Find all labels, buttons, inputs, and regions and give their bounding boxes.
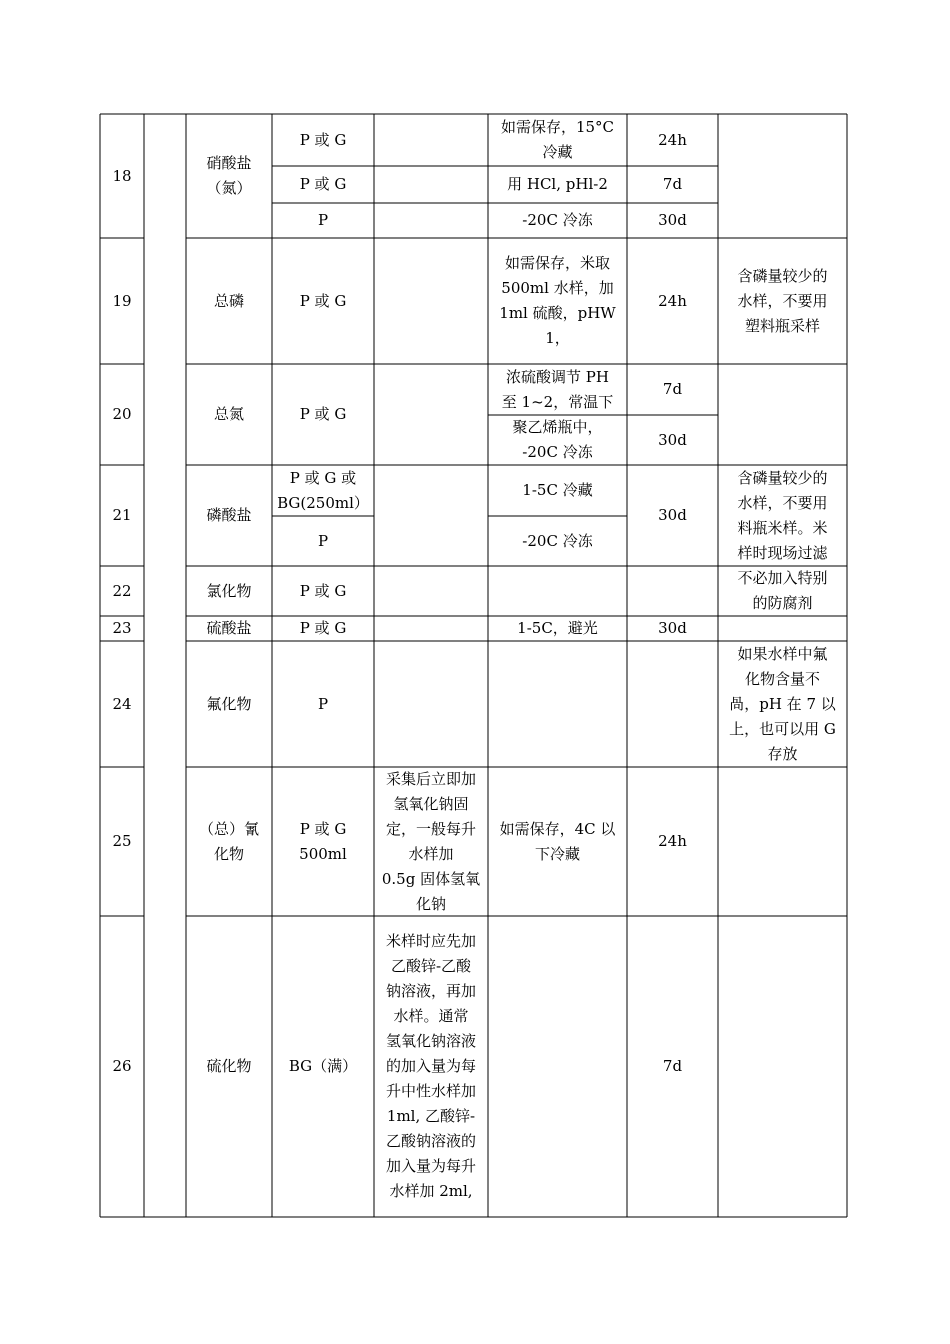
row-20-period bbox=[627, 364, 718, 415]
row-18-method-line: -20C 冷冻 bbox=[522, 211, 593, 229]
row-20-number-text: 20 bbox=[112, 405, 132, 423]
row-25-period-text: 24h bbox=[658, 832, 687, 850]
row-19-method-line: 1， bbox=[545, 329, 570, 347]
row-18-period-text: 7d bbox=[662, 175, 683, 193]
row-26-preservative-line: 水样加 2ml, bbox=[389, 1182, 473, 1200]
row-21-container bbox=[272, 465, 374, 516]
row-23-period-text: 30d bbox=[658, 619, 687, 637]
row-25-method bbox=[488, 767, 627, 916]
row-20-method-line: 聚乙烯瓶中， bbox=[512, 418, 603, 436]
row-20-item-line: 总氮 bbox=[213, 405, 244, 423]
row-19-container-line: P 或 G bbox=[299, 291, 347, 310]
row-18-method bbox=[488, 203, 627, 238]
row-25-preservative-line: 氢氧化钠固 bbox=[393, 794, 469, 813]
row-25-period bbox=[627, 767, 718, 916]
row-21-remark-line: 含磷量较少的 bbox=[737, 468, 828, 487]
row-21-container bbox=[272, 516, 374, 566]
row-18-container bbox=[272, 203, 374, 238]
row-26-preservative-line: 米样时应先加 bbox=[385, 932, 476, 950]
row-25-item bbox=[186, 767, 272, 916]
row-26-item bbox=[186, 916, 272, 1217]
row-18-container bbox=[272, 166, 374, 203]
row-19-number-text: 19 bbox=[112, 291, 132, 310]
row-18-container-line: P 或 G bbox=[299, 175, 347, 193]
row-18-period-text: 30d bbox=[658, 211, 687, 229]
row-19-period-text: 24h bbox=[658, 291, 687, 310]
row-23-item-line: 硫酸盐 bbox=[206, 619, 252, 637]
row-18-method-line: 用 HCl, pHl-2 bbox=[507, 175, 608, 193]
row-21-remark-line: 料瓶米样。米 bbox=[737, 518, 828, 537]
row-18-container-line: P bbox=[317, 211, 329, 229]
row-19-method bbox=[488, 238, 627, 364]
row-20-number bbox=[100, 364, 144, 465]
row-25-method-line: 下冷藏 bbox=[534, 844, 580, 863]
row-24-remark-line: 上，也可以用 G bbox=[729, 719, 836, 738]
row-25-preservative-line: 化钠 bbox=[415, 894, 446, 913]
row-21-item bbox=[186, 465, 272, 566]
row-25-container-line: 500ml bbox=[299, 844, 347, 863]
row-25-item-line: 化物 bbox=[213, 844, 244, 863]
row-26-preservative-line: 升中性水样加 bbox=[385, 1082, 476, 1100]
row-21-method-line: -20C 冷冻 bbox=[522, 531, 593, 550]
row-24-number bbox=[100, 641, 144, 767]
row-24-container-line: P bbox=[317, 694, 329, 713]
row-18-method bbox=[488, 114, 627, 166]
row-26-preservative bbox=[374, 916, 488, 1217]
row-25-method-line: 如需保存，4C 以 bbox=[499, 819, 616, 838]
row-18-method bbox=[488, 166, 627, 203]
row-21-item-line: 磷酸盐 bbox=[206, 506, 252, 524]
row-26-preservative-line: 1ml, 乙酸锌- bbox=[386, 1107, 476, 1125]
row-25-preservative-line: 采集后立即加 bbox=[385, 769, 476, 788]
row-20-method-line: 浓硫酸调节 PH bbox=[506, 367, 609, 386]
row-24-number-text: 24 bbox=[112, 694, 132, 713]
row-20-container-line: P 或 G bbox=[299, 405, 347, 423]
row-19-item bbox=[186, 238, 272, 364]
row-26-container-line: BG（满） bbox=[288, 1057, 358, 1075]
row-20-period-text: 30d bbox=[658, 430, 687, 449]
row-25-number bbox=[100, 767, 144, 916]
row-20-method bbox=[488, 364, 627, 415]
row-25-container-line: P 或 G bbox=[299, 819, 347, 838]
row-22-container-line: P 或 G bbox=[299, 581, 347, 600]
row-18-item-line: （氮） bbox=[206, 179, 252, 197]
row-20-container bbox=[272, 364, 374, 465]
row-18-period bbox=[627, 114, 718, 166]
row-25-number-text: 25 bbox=[112, 832, 132, 850]
row-24-remark bbox=[718, 641, 847, 767]
row-26-preservative-line: 乙酸锌-乙酸 bbox=[390, 957, 472, 975]
row-26-preservative-line: 钠溶液，再加 bbox=[385, 982, 476, 1000]
row-22-number bbox=[100, 566, 144, 616]
row-25-preservative-line: 0.5g 固体氢氧 bbox=[381, 869, 481, 888]
row-26-preservative-line: 水样。通常 bbox=[393, 1007, 469, 1025]
row-18-item-line: 硝酸盐 bbox=[206, 154, 252, 172]
row-22-item-line: 氯化物 bbox=[206, 581, 252, 600]
row-21-method bbox=[488, 465, 627, 516]
row-21-remark bbox=[718, 465, 847, 566]
row-23-method-line: 1-5C，避光 bbox=[517, 619, 598, 637]
row-23-container-line: P 或 G bbox=[299, 619, 347, 637]
row-21-remark-line: 样时现场过滤 bbox=[737, 543, 828, 562]
row-25-preservative-line: 定，一般每升 bbox=[385, 819, 476, 838]
row-25-item-line: （总）氰 bbox=[198, 819, 259, 838]
row-21-container-line: P 或 G 或 bbox=[289, 468, 357, 487]
row-19-container bbox=[272, 238, 374, 364]
row-18-container-line: P 或 G bbox=[299, 130, 347, 149]
row-26-preservative-line: 的加入量为每 bbox=[385, 1057, 476, 1075]
row-22-remark-line: 不必加入特别 bbox=[737, 569, 828, 587]
row-19-method-line: 1ml 硫酸，pHW bbox=[499, 304, 616, 322]
row-21-method bbox=[488, 516, 627, 566]
row-24-item bbox=[186, 641, 272, 767]
row-18-item bbox=[186, 114, 272, 238]
row-21-container-line: BG(250ml） bbox=[277, 493, 369, 512]
row-18-method-line: 如需保存，15°C bbox=[500, 118, 615, 136]
row-19-remark-line: 塑料瓶采样 bbox=[744, 316, 820, 335]
row-18-container bbox=[272, 114, 374, 166]
row-19-method-line: 500ml 水样，加 bbox=[501, 279, 614, 297]
row-21-number bbox=[100, 465, 144, 566]
row-25-container bbox=[272, 767, 374, 916]
row-23-item bbox=[186, 616, 272, 641]
row-26-preservative-line: 乙酸钠溶液的 bbox=[385, 1132, 476, 1150]
row-23-period bbox=[627, 616, 718, 641]
row-19-remark-line: 含磷量较少的 bbox=[737, 266, 828, 285]
row-25-preservative-line: 水样加 bbox=[408, 844, 454, 863]
row-20-period-text: 7d bbox=[662, 380, 683, 398]
row-22-item bbox=[186, 566, 272, 616]
row-24-remark-line: 化物含量不 bbox=[744, 669, 820, 688]
row-18-method-line: 冷藏 bbox=[542, 143, 573, 161]
row-20-item bbox=[186, 364, 272, 465]
row-22-remark-line: 的防腐剂 bbox=[752, 594, 813, 612]
row-24-container bbox=[272, 641, 374, 767]
row-18-period-text: 24h bbox=[658, 130, 687, 149]
row-26-preservative-line: 氢氧化钠溶液 bbox=[385, 1032, 476, 1050]
row-22-container bbox=[272, 566, 374, 616]
row-25-preservative bbox=[374, 767, 488, 916]
row-24-item-line: 氟化物 bbox=[206, 694, 252, 713]
row-23-number bbox=[100, 616, 144, 641]
row-26-item-line: 硫化物 bbox=[206, 1057, 252, 1075]
row-23-container bbox=[272, 616, 374, 641]
row-19-method-line: 如需保存，米取 bbox=[504, 254, 610, 272]
row-19-item-line: 总磷 bbox=[213, 291, 244, 310]
row-19-number bbox=[100, 238, 144, 364]
row-26-container bbox=[272, 916, 374, 1217]
row-21-period bbox=[627, 465, 718, 566]
row-26-period-text: 7d bbox=[662, 1057, 683, 1075]
row-20-method-line: -20C 冷冻 bbox=[522, 443, 593, 461]
row-21-remark-line: 水样，不要用 bbox=[737, 493, 828, 512]
row-26-number-text: 26 bbox=[112, 1057, 132, 1075]
row-21-container-line: P bbox=[317, 531, 329, 550]
row-21-period-text: 30d bbox=[658, 506, 687, 524]
row-26-number bbox=[100, 916, 144, 1217]
row-21-method-line: 1-5C 冷藏 bbox=[522, 481, 593, 499]
row-20-period bbox=[627, 415, 718, 465]
row-18-period bbox=[627, 203, 718, 238]
row-20-method bbox=[488, 415, 627, 465]
row-22-remark bbox=[718, 566, 847, 616]
row-23-method bbox=[488, 616, 627, 641]
row-19-remark bbox=[718, 238, 847, 364]
row-22-number-text: 22 bbox=[112, 581, 132, 600]
row-24-remark-line: 咼，pH 在 7 以 bbox=[729, 694, 836, 713]
row-20-method-line: 至 1~2，常温下 bbox=[501, 392, 614, 411]
row-18-period bbox=[627, 166, 718, 203]
row-18-number bbox=[100, 114, 144, 238]
row-23-number-text: 23 bbox=[112, 619, 132, 637]
row-19-remark-line: 水样，不要用 bbox=[737, 291, 828, 310]
row-24-remark-line: 如果水样中氟 bbox=[737, 644, 828, 663]
row-21-number-text: 21 bbox=[112, 506, 132, 524]
row-19-period bbox=[627, 238, 718, 364]
row-26-period bbox=[627, 916, 718, 1217]
row-18-number-text: 18 bbox=[112, 166, 132, 185]
row-24-remark-line: 存放 bbox=[767, 744, 798, 763]
row-26-preservative-line: 加入量为每升 bbox=[385, 1157, 476, 1175]
